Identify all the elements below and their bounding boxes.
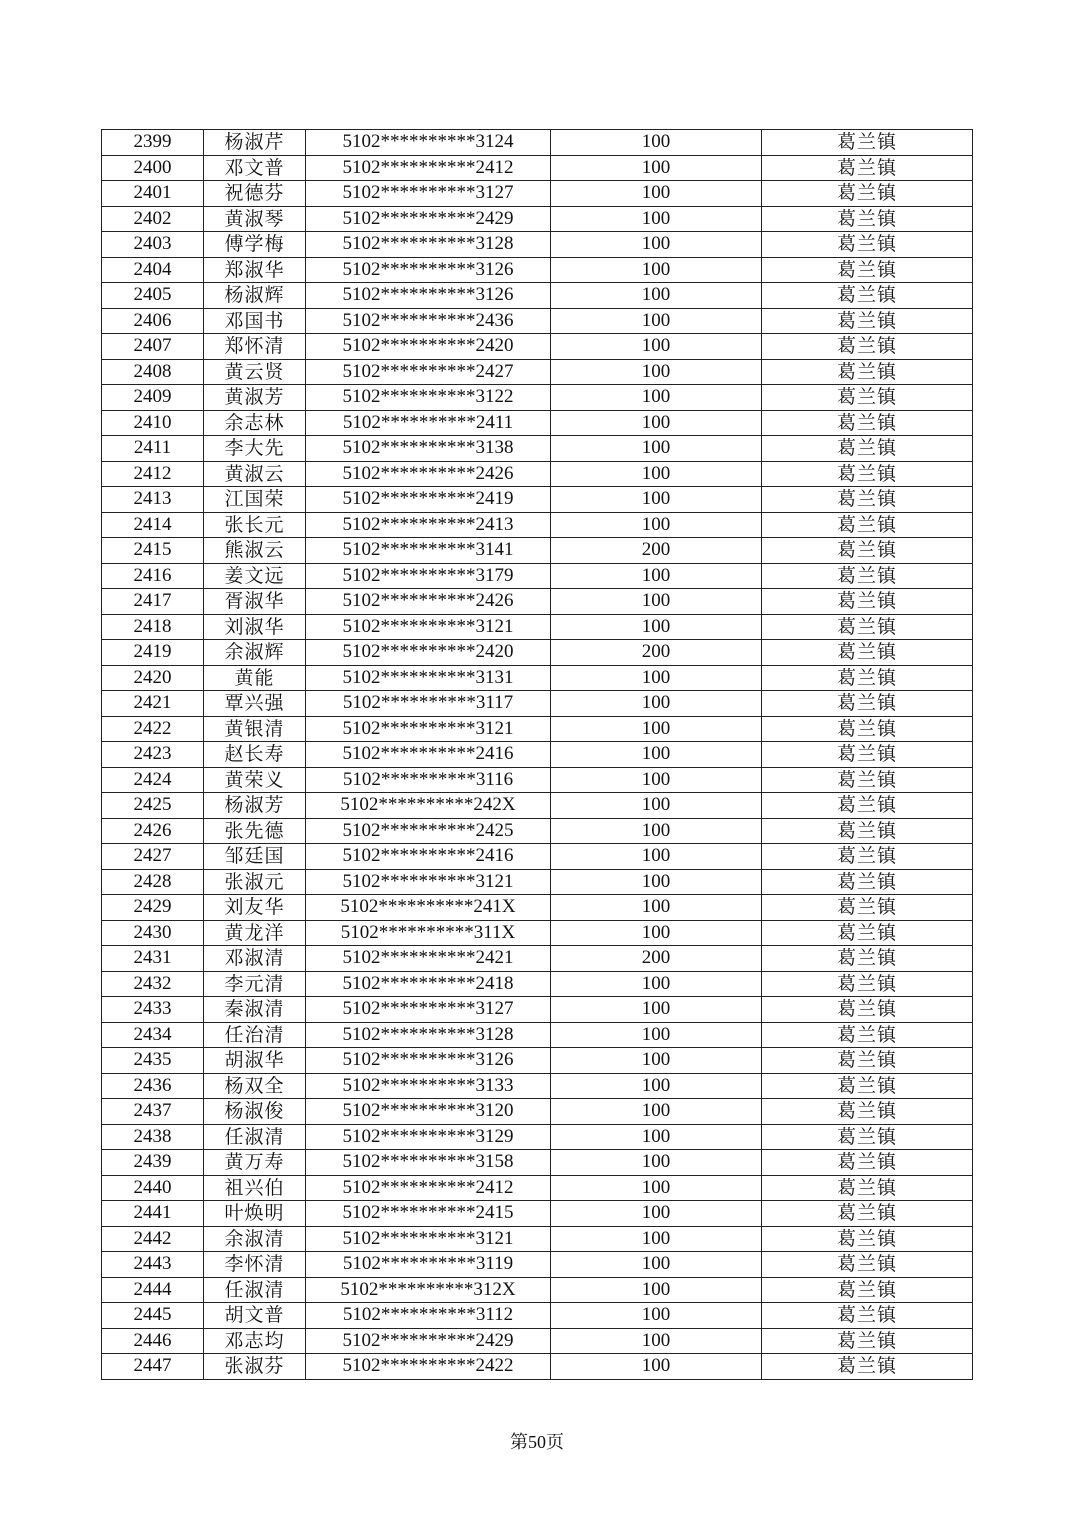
- id-number: 5102**********2419: [306, 487, 551, 513]
- id-number: 5102**********2429: [306, 1328, 551, 1354]
- person-name: 张长元: [204, 512, 306, 538]
- table-row: [102, 206, 973, 232]
- id-number: 5102**********3121: [306, 716, 551, 742]
- amount: 100: [551, 997, 762, 1023]
- amount: 100: [551, 1252, 762, 1278]
- row-number: 2414: [102, 512, 204, 538]
- table-row: [102, 487, 973, 513]
- row-number: 2416: [102, 563, 204, 589]
- amount: 100: [551, 742, 762, 768]
- id-number: 5102**********2422: [306, 1354, 551, 1380]
- person-name: 祖兴伯: [204, 1175, 306, 1201]
- town-name: 葛兰镇: [762, 359, 973, 385]
- row-number: 2431: [102, 946, 204, 972]
- table-row: [102, 512, 973, 538]
- row-number: 2413: [102, 487, 204, 513]
- town-name: 葛兰镇: [762, 1303, 973, 1329]
- row-number: 2429: [102, 895, 204, 921]
- table-row: [102, 461, 973, 487]
- person-name: 熊淑云: [204, 538, 306, 564]
- id-number: 5102**********3131: [306, 665, 551, 691]
- table-row: [102, 436, 973, 462]
- id-number: 5102**********3128: [306, 232, 551, 258]
- row-number: 2440: [102, 1175, 204, 1201]
- person-name: 秦淑清: [204, 997, 306, 1023]
- row-number: 2400: [102, 155, 204, 181]
- id-number: 5102**********2411: [306, 410, 551, 436]
- id-number: 5102**********3124: [306, 130, 551, 156]
- person-name: 张淑芬: [204, 1354, 306, 1380]
- town-name: 葛兰镇: [762, 1022, 973, 1048]
- table-row: [102, 793, 973, 819]
- row-number: 2408: [102, 359, 204, 385]
- row-number: 2445: [102, 1303, 204, 1329]
- person-name: 任淑清: [204, 1277, 306, 1303]
- amount: 100: [551, 130, 762, 156]
- table-row: [102, 1303, 973, 1329]
- id-number: 5102**********3121: [306, 869, 551, 895]
- town-name: 葛兰镇: [762, 461, 973, 487]
- town-name: 葛兰镇: [762, 487, 973, 513]
- row-number: 2419: [102, 640, 204, 666]
- table-row: [102, 844, 973, 870]
- amount: 100: [551, 385, 762, 411]
- amount: 100: [551, 563, 762, 589]
- amount: 100: [551, 512, 762, 538]
- id-number: 5102**********2418: [306, 971, 551, 997]
- row-number: 2439: [102, 1150, 204, 1176]
- id-number: 5102**********3127: [306, 997, 551, 1023]
- id-number: 5102**********2427: [306, 359, 551, 385]
- row-number: 2412: [102, 461, 204, 487]
- town-name: 葛兰镇: [762, 130, 973, 156]
- town-name: 葛兰镇: [762, 1150, 973, 1176]
- person-name: 胡文普: [204, 1303, 306, 1329]
- person-name: 任治清: [204, 1022, 306, 1048]
- town-name: 葛兰镇: [762, 155, 973, 181]
- id-number: 5102**********2415: [306, 1201, 551, 1227]
- table-row: [102, 155, 973, 181]
- roster-body: [102, 130, 973, 1380]
- town-name: 葛兰镇: [762, 1226, 973, 1252]
- id-number: 5102**********3119: [306, 1252, 551, 1278]
- town-name: 葛兰镇: [762, 691, 973, 717]
- amount: 200: [551, 946, 762, 972]
- person-name: 江国荣: [204, 487, 306, 513]
- row-number: 2423: [102, 742, 204, 768]
- row-number: 2430: [102, 920, 204, 946]
- person-name: 胡淑华: [204, 1048, 306, 1074]
- amount: 100: [551, 589, 762, 615]
- table-row: [102, 742, 973, 768]
- town-name: 葛兰镇: [762, 257, 973, 283]
- amount: 100: [551, 436, 762, 462]
- town-name: 葛兰镇: [762, 589, 973, 615]
- table-row: [102, 1328, 973, 1354]
- amount: 100: [551, 359, 762, 385]
- row-number: 2426: [102, 818, 204, 844]
- table-row: [102, 1226, 973, 1252]
- row-number: 2406: [102, 308, 204, 334]
- table-row: [102, 1150, 973, 1176]
- id-number: 5102**********3116: [306, 767, 551, 793]
- roster-table: [101, 129, 973, 1380]
- table-row: [102, 869, 973, 895]
- table-row: [102, 385, 973, 411]
- row-number: 2427: [102, 844, 204, 870]
- row-number: 2402: [102, 206, 204, 232]
- id-number: 5102**********3179: [306, 563, 551, 589]
- town-name: 葛兰镇: [762, 895, 973, 921]
- row-number: 2418: [102, 614, 204, 640]
- amount: 100: [551, 1099, 762, 1125]
- table-row: [102, 895, 973, 921]
- person-name: 杨淑辉: [204, 283, 306, 309]
- person-name: 覃兴强: [204, 691, 306, 717]
- town-name: 葛兰镇: [762, 946, 973, 972]
- id-number: 5102**********241X: [306, 895, 551, 921]
- amount: 100: [551, 895, 762, 921]
- town-name: 葛兰镇: [762, 385, 973, 411]
- person-name: 李大先: [204, 436, 306, 462]
- amount: 100: [551, 257, 762, 283]
- town-name: 葛兰镇: [762, 308, 973, 334]
- amount: 100: [551, 334, 762, 360]
- table-row: [102, 130, 973, 156]
- id-number: 5102**********3158: [306, 1150, 551, 1176]
- amount: 100: [551, 818, 762, 844]
- amount: 100: [551, 206, 762, 232]
- row-number: 2428: [102, 869, 204, 895]
- amount: 100: [551, 1073, 762, 1099]
- town-name: 葛兰镇: [762, 436, 973, 462]
- row-number: 2404: [102, 257, 204, 283]
- table-row: [102, 308, 973, 334]
- id-number: 5102**********2412: [306, 155, 551, 181]
- id-number: 5102**********3128: [306, 1022, 551, 1048]
- id-number: 5102**********312X: [306, 1277, 551, 1303]
- town-name: 葛兰镇: [762, 206, 973, 232]
- amount: 100: [551, 1354, 762, 1380]
- table-row: [102, 997, 973, 1023]
- amount: 100: [551, 1022, 762, 1048]
- id-number: 5102**********2426: [306, 589, 551, 615]
- person-name: 黄云贤: [204, 359, 306, 385]
- person-name: 邓志均: [204, 1328, 306, 1354]
- row-number: 2434: [102, 1022, 204, 1048]
- amount: 100: [551, 1201, 762, 1227]
- id-number: 5102**********3120: [306, 1099, 551, 1125]
- row-number: 2411: [102, 436, 204, 462]
- id-number: 5102**********3121: [306, 614, 551, 640]
- person-name: 余淑辉: [204, 640, 306, 666]
- amount: 100: [551, 971, 762, 997]
- amount: 200: [551, 538, 762, 564]
- town-name: 葛兰镇: [762, 283, 973, 309]
- person-name: 黄万寿: [204, 1150, 306, 1176]
- person-name: 张先德: [204, 818, 306, 844]
- amount: 100: [551, 487, 762, 513]
- row-number: 2435: [102, 1048, 204, 1074]
- town-name: 葛兰镇: [762, 410, 973, 436]
- person-name: 杨淑俊: [204, 1099, 306, 1125]
- amount: 100: [551, 232, 762, 258]
- row-number: 2399: [102, 130, 204, 156]
- amount: 100: [551, 1303, 762, 1329]
- town-name: 葛兰镇: [762, 1048, 973, 1074]
- id-number: 5102**********3122: [306, 385, 551, 411]
- row-number: 2446: [102, 1328, 204, 1354]
- town-name: 葛兰镇: [762, 181, 973, 207]
- table-row: [102, 691, 973, 717]
- id-number: 5102**********3112: [306, 1303, 551, 1329]
- town-name: 葛兰镇: [762, 563, 973, 589]
- amount: 100: [551, 793, 762, 819]
- row-number: 2409: [102, 385, 204, 411]
- person-name: 黄银清: [204, 716, 306, 742]
- amount: 100: [551, 461, 762, 487]
- amount: 100: [551, 1328, 762, 1354]
- town-name: 葛兰镇: [762, 1073, 973, 1099]
- table-row: [102, 640, 973, 666]
- amount: 100: [551, 1124, 762, 1150]
- id-number: 5102**********3117: [306, 691, 551, 717]
- row-number: 2441: [102, 1201, 204, 1227]
- table-row: [102, 971, 973, 997]
- id-number: 5102**********2436: [306, 308, 551, 334]
- amount: 100: [551, 716, 762, 742]
- person-name: 胥淑华: [204, 589, 306, 615]
- person-name: 黄淑云: [204, 461, 306, 487]
- town-name: 葛兰镇: [762, 997, 973, 1023]
- town-name: 葛兰镇: [762, 716, 973, 742]
- table-row: [102, 716, 973, 742]
- table-row: [102, 1022, 973, 1048]
- town-name: 葛兰镇: [762, 334, 973, 360]
- amount: 100: [551, 614, 762, 640]
- row-number: 2447: [102, 1354, 204, 1380]
- table-row: [102, 1354, 973, 1380]
- amount: 100: [551, 283, 762, 309]
- table-row: [102, 257, 973, 283]
- town-name: 葛兰镇: [762, 1201, 973, 1227]
- amount: 100: [551, 767, 762, 793]
- table-row: [102, 665, 973, 691]
- table-row: [102, 232, 973, 258]
- id-number: 5102**********3121: [306, 1226, 551, 1252]
- amount: 100: [551, 308, 762, 334]
- row-number: 2438: [102, 1124, 204, 1150]
- person-name: 余志林: [204, 410, 306, 436]
- person-name: 邓国书: [204, 308, 306, 334]
- town-name: 葛兰镇: [762, 232, 973, 258]
- town-name: 葛兰镇: [762, 538, 973, 564]
- table-row: [102, 538, 973, 564]
- town-name: 葛兰镇: [762, 767, 973, 793]
- id-number: 5102**********2426: [306, 461, 551, 487]
- row-number: 2437: [102, 1099, 204, 1125]
- person-name: 黄淑芳: [204, 385, 306, 411]
- id-number: 5102**********3126: [306, 1048, 551, 1074]
- person-name: 邓文普: [204, 155, 306, 181]
- person-name: 黄淑琴: [204, 206, 306, 232]
- town-name: 葛兰镇: [762, 512, 973, 538]
- person-name: 傅学梅: [204, 232, 306, 258]
- person-name: 李元清: [204, 971, 306, 997]
- amount: 100: [551, 1226, 762, 1252]
- town-name: 葛兰镇: [762, 920, 973, 946]
- person-name: 叶焕明: [204, 1201, 306, 1227]
- id-number: 5102**********2413: [306, 512, 551, 538]
- table-row: [102, 1201, 973, 1227]
- person-name: 姜文远: [204, 563, 306, 589]
- amount: 100: [551, 1277, 762, 1303]
- town-name: 葛兰镇: [762, 1354, 973, 1380]
- town-name: 葛兰镇: [762, 1328, 973, 1354]
- id-number: 5102**********2420: [306, 640, 551, 666]
- id-number: 5102**********2416: [306, 742, 551, 768]
- person-name: 余淑清: [204, 1226, 306, 1252]
- id-number: 5102**********3126: [306, 257, 551, 283]
- id-number: 5102**********242X: [306, 793, 551, 819]
- row-number: 2403: [102, 232, 204, 258]
- person-name: 杨淑芹: [204, 130, 306, 156]
- town-name: 葛兰镇: [762, 742, 973, 768]
- id-number: 5102**********3126: [306, 283, 551, 309]
- town-name: 葛兰镇: [762, 1277, 973, 1303]
- person-name: 黄能: [204, 665, 306, 691]
- id-number: 5102**********311X: [306, 920, 551, 946]
- person-name: 杨淑芳: [204, 793, 306, 819]
- amount: 100: [551, 410, 762, 436]
- id-number: 5102**********3133: [306, 1073, 551, 1099]
- amount: 100: [551, 691, 762, 717]
- table-row: [102, 410, 973, 436]
- person-name: 邓淑清: [204, 946, 306, 972]
- amount: 100: [551, 181, 762, 207]
- id-number: 5102**********2429: [306, 206, 551, 232]
- row-number: 2425: [102, 793, 204, 819]
- table-row: [102, 1099, 973, 1125]
- row-number: 2432: [102, 971, 204, 997]
- town-name: 葛兰镇: [762, 1252, 973, 1278]
- table-row: [102, 563, 973, 589]
- table-row: [102, 334, 973, 360]
- table-row: [102, 920, 973, 946]
- table-row: [102, 767, 973, 793]
- table-row: [102, 1124, 973, 1150]
- amount: 100: [551, 1175, 762, 1201]
- row-number: 2422: [102, 716, 204, 742]
- row-number: 2443: [102, 1252, 204, 1278]
- row-number: 2417: [102, 589, 204, 615]
- person-name: 杨双全: [204, 1073, 306, 1099]
- amount: 100: [551, 1048, 762, 1074]
- amount: 100: [551, 920, 762, 946]
- row-number: 2420: [102, 665, 204, 691]
- town-name: 葛兰镇: [762, 1175, 973, 1201]
- table-row: [102, 1175, 973, 1201]
- town-name: 葛兰镇: [762, 844, 973, 870]
- row-number: 2444: [102, 1277, 204, 1303]
- town-name: 葛兰镇: [762, 818, 973, 844]
- id-number: 5102**********2416: [306, 844, 551, 870]
- town-name: 葛兰镇: [762, 1099, 973, 1125]
- amount: 100: [551, 869, 762, 895]
- amount: 100: [551, 1150, 762, 1176]
- row-number: 2415: [102, 538, 204, 564]
- row-number: 2436: [102, 1073, 204, 1099]
- town-name: 葛兰镇: [762, 1124, 973, 1150]
- id-number: 5102**********2420: [306, 334, 551, 360]
- amount: 100: [551, 155, 762, 181]
- page-number: 第50页: [510, 1432, 564, 1452]
- id-number: 5102**********3138: [306, 436, 551, 462]
- person-name: 赵长寿: [204, 742, 306, 768]
- town-name: 葛兰镇: [762, 614, 973, 640]
- person-name: 刘淑华: [204, 614, 306, 640]
- person-name: 郑淑华: [204, 257, 306, 283]
- row-number: 2442: [102, 1226, 204, 1252]
- town-name: 葛兰镇: [762, 665, 973, 691]
- row-number: 2401: [102, 181, 204, 207]
- table-row: [102, 1277, 973, 1303]
- town-name: 葛兰镇: [762, 793, 973, 819]
- row-number: 2405: [102, 283, 204, 309]
- town-name: 葛兰镇: [762, 869, 973, 895]
- person-name: 郑怀清: [204, 334, 306, 360]
- table-row: [102, 946, 973, 972]
- person-name: 刘友华: [204, 895, 306, 921]
- row-number: 2407: [102, 334, 204, 360]
- table-row: [102, 181, 973, 207]
- id-number: 5102**********2425: [306, 818, 551, 844]
- table-row: [102, 1252, 973, 1278]
- town-name: 葛兰镇: [762, 971, 973, 997]
- person-name: 黄荣义: [204, 767, 306, 793]
- table-row: [102, 589, 973, 615]
- row-number: 2410: [102, 410, 204, 436]
- amount: 200: [551, 640, 762, 666]
- town-name: 葛兰镇: [762, 640, 973, 666]
- row-number: 2433: [102, 997, 204, 1023]
- table-row: [102, 1073, 973, 1099]
- table-row: [102, 1048, 973, 1074]
- person-name: 黄龙洋: [204, 920, 306, 946]
- amount: 100: [551, 844, 762, 870]
- id-number: 5102**********3141: [306, 538, 551, 564]
- person-name: 张淑元: [204, 869, 306, 895]
- id-number: 5102**********3127: [306, 181, 551, 207]
- id-number: 5102**********3129: [306, 1124, 551, 1150]
- person-name: 任淑清: [204, 1124, 306, 1150]
- table-row: [102, 818, 973, 844]
- table-row: [102, 283, 973, 309]
- row-number: 2421: [102, 691, 204, 717]
- table-row: [102, 359, 973, 385]
- row-number: 2424: [102, 767, 204, 793]
- person-name: 邹廷国: [204, 844, 306, 870]
- id-number: 5102**********2412: [306, 1175, 551, 1201]
- amount: 100: [551, 665, 762, 691]
- id-number: 5102**********2421: [306, 946, 551, 972]
- person-name: 李怀清: [204, 1252, 306, 1278]
- table-row: [102, 614, 973, 640]
- person-name: 祝德芬: [204, 181, 306, 207]
